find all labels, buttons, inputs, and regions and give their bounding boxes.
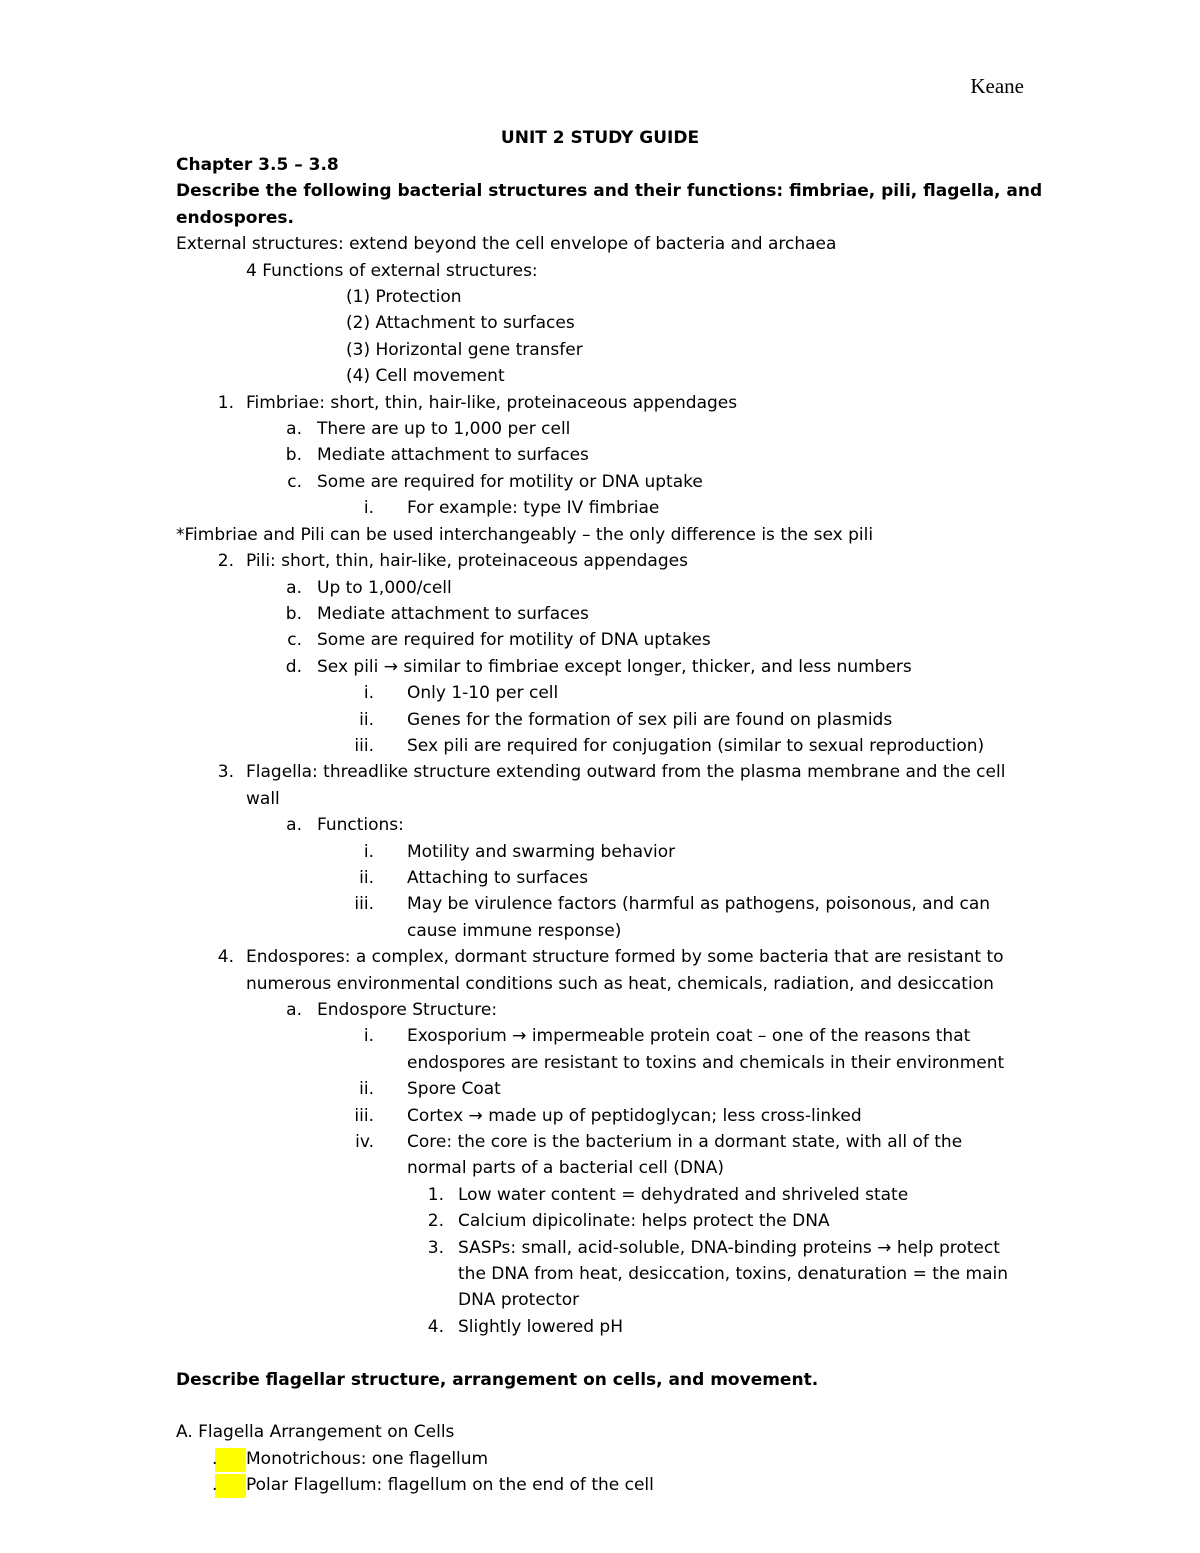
list-letter: c. [287,630,302,651]
core-item [176,1182,1036,1208]
list-roman: i. [363,1026,374,1047]
bullet-point: . [212,1475,218,1496]
list-roman: ii. [359,709,374,730]
list-text-continuation: wall [246,788,280,809]
sub-sub-item [176,839,1036,865]
list-text: Slightly lowered pH [458,1316,623,1337]
list-text: Some are required for motility of DNA uptakes [317,630,711,651]
list-text: Sex pili are required for conjugation (similar to sexual reproduction) [407,735,985,756]
sub-item [176,575,1036,601]
list-text: Up to 1,000/cell [317,577,452,598]
list-text-continuation: the DNA from heat, desiccation, toxins, denaturation = the main [458,1264,1008,1285]
sub-item [176,416,1036,442]
list-text-continuation: cause immune response) [407,920,622,941]
list-text: Exosporium → impermeable protein coat – one of the reasons that [407,1026,971,1047]
sub-item [176,654,1036,680]
list-text: Core: the core is the bacterium in a dormant state, with all of the [407,1132,963,1153]
list-number: 4. [217,947,234,968]
list-item-flagella [176,759,1036,785]
sub-sub-item [176,891,1036,917]
sub-sub-item [176,707,1036,733]
list-letter: d. [285,656,302,677]
list-roman: i. [363,841,374,862]
list-text: Mediate attachment to surfaces [317,603,589,624]
list-item-endospores [176,944,1036,970]
list-number: 3. [427,1237,444,1258]
list-roman: iii. [354,735,374,756]
question-1-line-1: Describe the following bacterial structures and their functions: fimbriae, pili, flagella, and [176,181,1043,202]
list-text: Attaching to surfaces [407,867,589,888]
core-item [176,1314,1036,1340]
list-text: Motility and swarming behavior [407,841,676,862]
list-roman: ii. [359,867,374,888]
page-title: UNIT 2 STUDY GUIDE [500,128,700,148]
list-letter: a. [286,577,302,598]
list-number: 4. [427,1316,444,1337]
note-line: *Fimbriae and Pili can be used interchangeably – the only difference is the sex pili [176,524,874,545]
list-number: 1. [427,1184,444,1205]
sub-sub-item [176,495,1036,521]
list-roman: ii. [359,1079,374,1100]
list-text: May be virulence factors (harmful as pathogens, poisonous, and can [407,894,991,915]
list-text-continuation: endospores are resistant to toxins and chemicals in their environment [407,1052,1005,1073]
bullet-point: . [212,1448,218,1469]
sub-item [176,601,1036,627]
list-number: 2. [427,1211,444,1232]
list-text: Calcium dipicolinate: helps protect the DNA [458,1211,830,1232]
list-text: Only 1-10 per cell [407,683,559,704]
highlight-mark [215,1448,246,1472]
sub-sub-item [176,680,1036,706]
sub-sub-item [176,1076,1036,1102]
sub-item [176,469,1036,495]
list-text: Some are required for motility or DNA uptake [317,471,703,492]
author-name: Keane [970,74,1024,98]
list-letter: b. [285,445,302,466]
sub-sub-item [176,1129,1036,1155]
list-text: Cortex → made up of peptidoglycan; less cross-linked [407,1105,862,1126]
sub-item [176,442,1036,468]
list-text: Flagella: threadlike structure extending outward from the plasma membrane and the cell [246,762,1006,783]
list-roman: iii. [354,894,374,915]
list-roman: iv. [355,1132,374,1153]
list-text: SASPs: small, acid-soluble, DNA-binding proteins → help protect [458,1237,1000,1258]
spacer [176,1340,1036,1366]
list-text: There are up to 1,000 per cell [317,419,571,440]
sub-item [176,812,1036,838]
function-item: (2) Attachment to surfaces [346,313,575,334]
question-1-line-2: endospores. [176,207,294,228]
highlight-mark [215,1474,246,1498]
list-letter: c. [287,471,302,492]
list-text: Low water content = dehydrated and shriveled state [458,1184,909,1205]
chapter-heading: Chapter 3.5 – 3.8 [176,155,339,175]
list-text-continuation: numerous environmental conditions such as heat, chemicals, radiation, and desiccation [246,973,994,994]
function-item: (1) Protection [346,287,462,308]
arrangement-item [176,1446,1036,1472]
list-roman: i. [363,498,374,519]
external-structures-definition: External structures: extend beyond the cell envelope of bacteria and archaea [176,234,837,255]
list-text: Mediate attachment to surfaces [317,445,589,466]
sub-sub-item [176,865,1036,891]
function-item: (3) Horizontal gene transfer [346,339,583,360]
functions-heading: 4 Functions of external structures: [246,260,538,281]
sub-item [176,997,1036,1023]
section-a-heading: A. Flagella Arrangement on Cells [176,1422,455,1443]
list-text: Endospores: a complex, dormant structure formed by some bacteria that are resistant to [246,947,1004,968]
core-item [176,1208,1036,1234]
arrangement-item [176,1472,1036,1498]
list-letter: a. [286,419,302,440]
list-item-pili [176,548,1036,574]
core-item [176,1235,1036,1261]
list-text-continuation: DNA protector [458,1290,580,1311]
sub-sub-item [176,1023,1036,1049]
list-text: Endospore Structure: [317,1000,498,1020]
sub-sub-item [176,733,1036,759]
list-text: Spore Coat [407,1079,501,1100]
list-letter: b. [285,603,302,624]
question-2: Describe flagellar structure, arrangement on cells, and movement. [176,1369,819,1390]
list-letter: a. [286,1000,302,1020]
spacer [176,1393,1036,1419]
list-roman: iii. [354,1105,374,1126]
sub-sub-item [176,1103,1036,1129]
list-number: 3. [217,762,234,783]
function-item: (4) Cell movement [346,366,505,387]
list-text: Genes for the formation of sex pili are found on plasmids [407,709,893,730]
list-number: 2. [217,551,234,572]
list-text: Fimbriae: short, thin, hair-like, proteinaceous appendages [246,392,738,413]
list-text: Pili: short, thin, hair-like, proteinaceous appendages [246,551,688,572]
list-letter: a. [286,815,302,836]
list-text: For example: type IV fimbriae [407,498,660,519]
list-text-continuation: normal parts of a bacterial cell (DNA) [407,1158,724,1179]
list-text: Polar Flagellum: flagellum on the end of the cell [246,1475,654,1496]
list-number: 1. [217,392,234,413]
sub-item [176,627,1036,653]
list-text: Monotrichous: one flagellum [246,1448,489,1469]
list-text: Functions: [317,815,404,836]
list-item-fimbriae [176,390,1036,416]
list-text: Sex pili → similar to fimbriae except longer, thicker, and less numbers [317,656,912,677]
study-guide-body [176,152,1043,1499]
list-roman: i. [363,683,374,704]
